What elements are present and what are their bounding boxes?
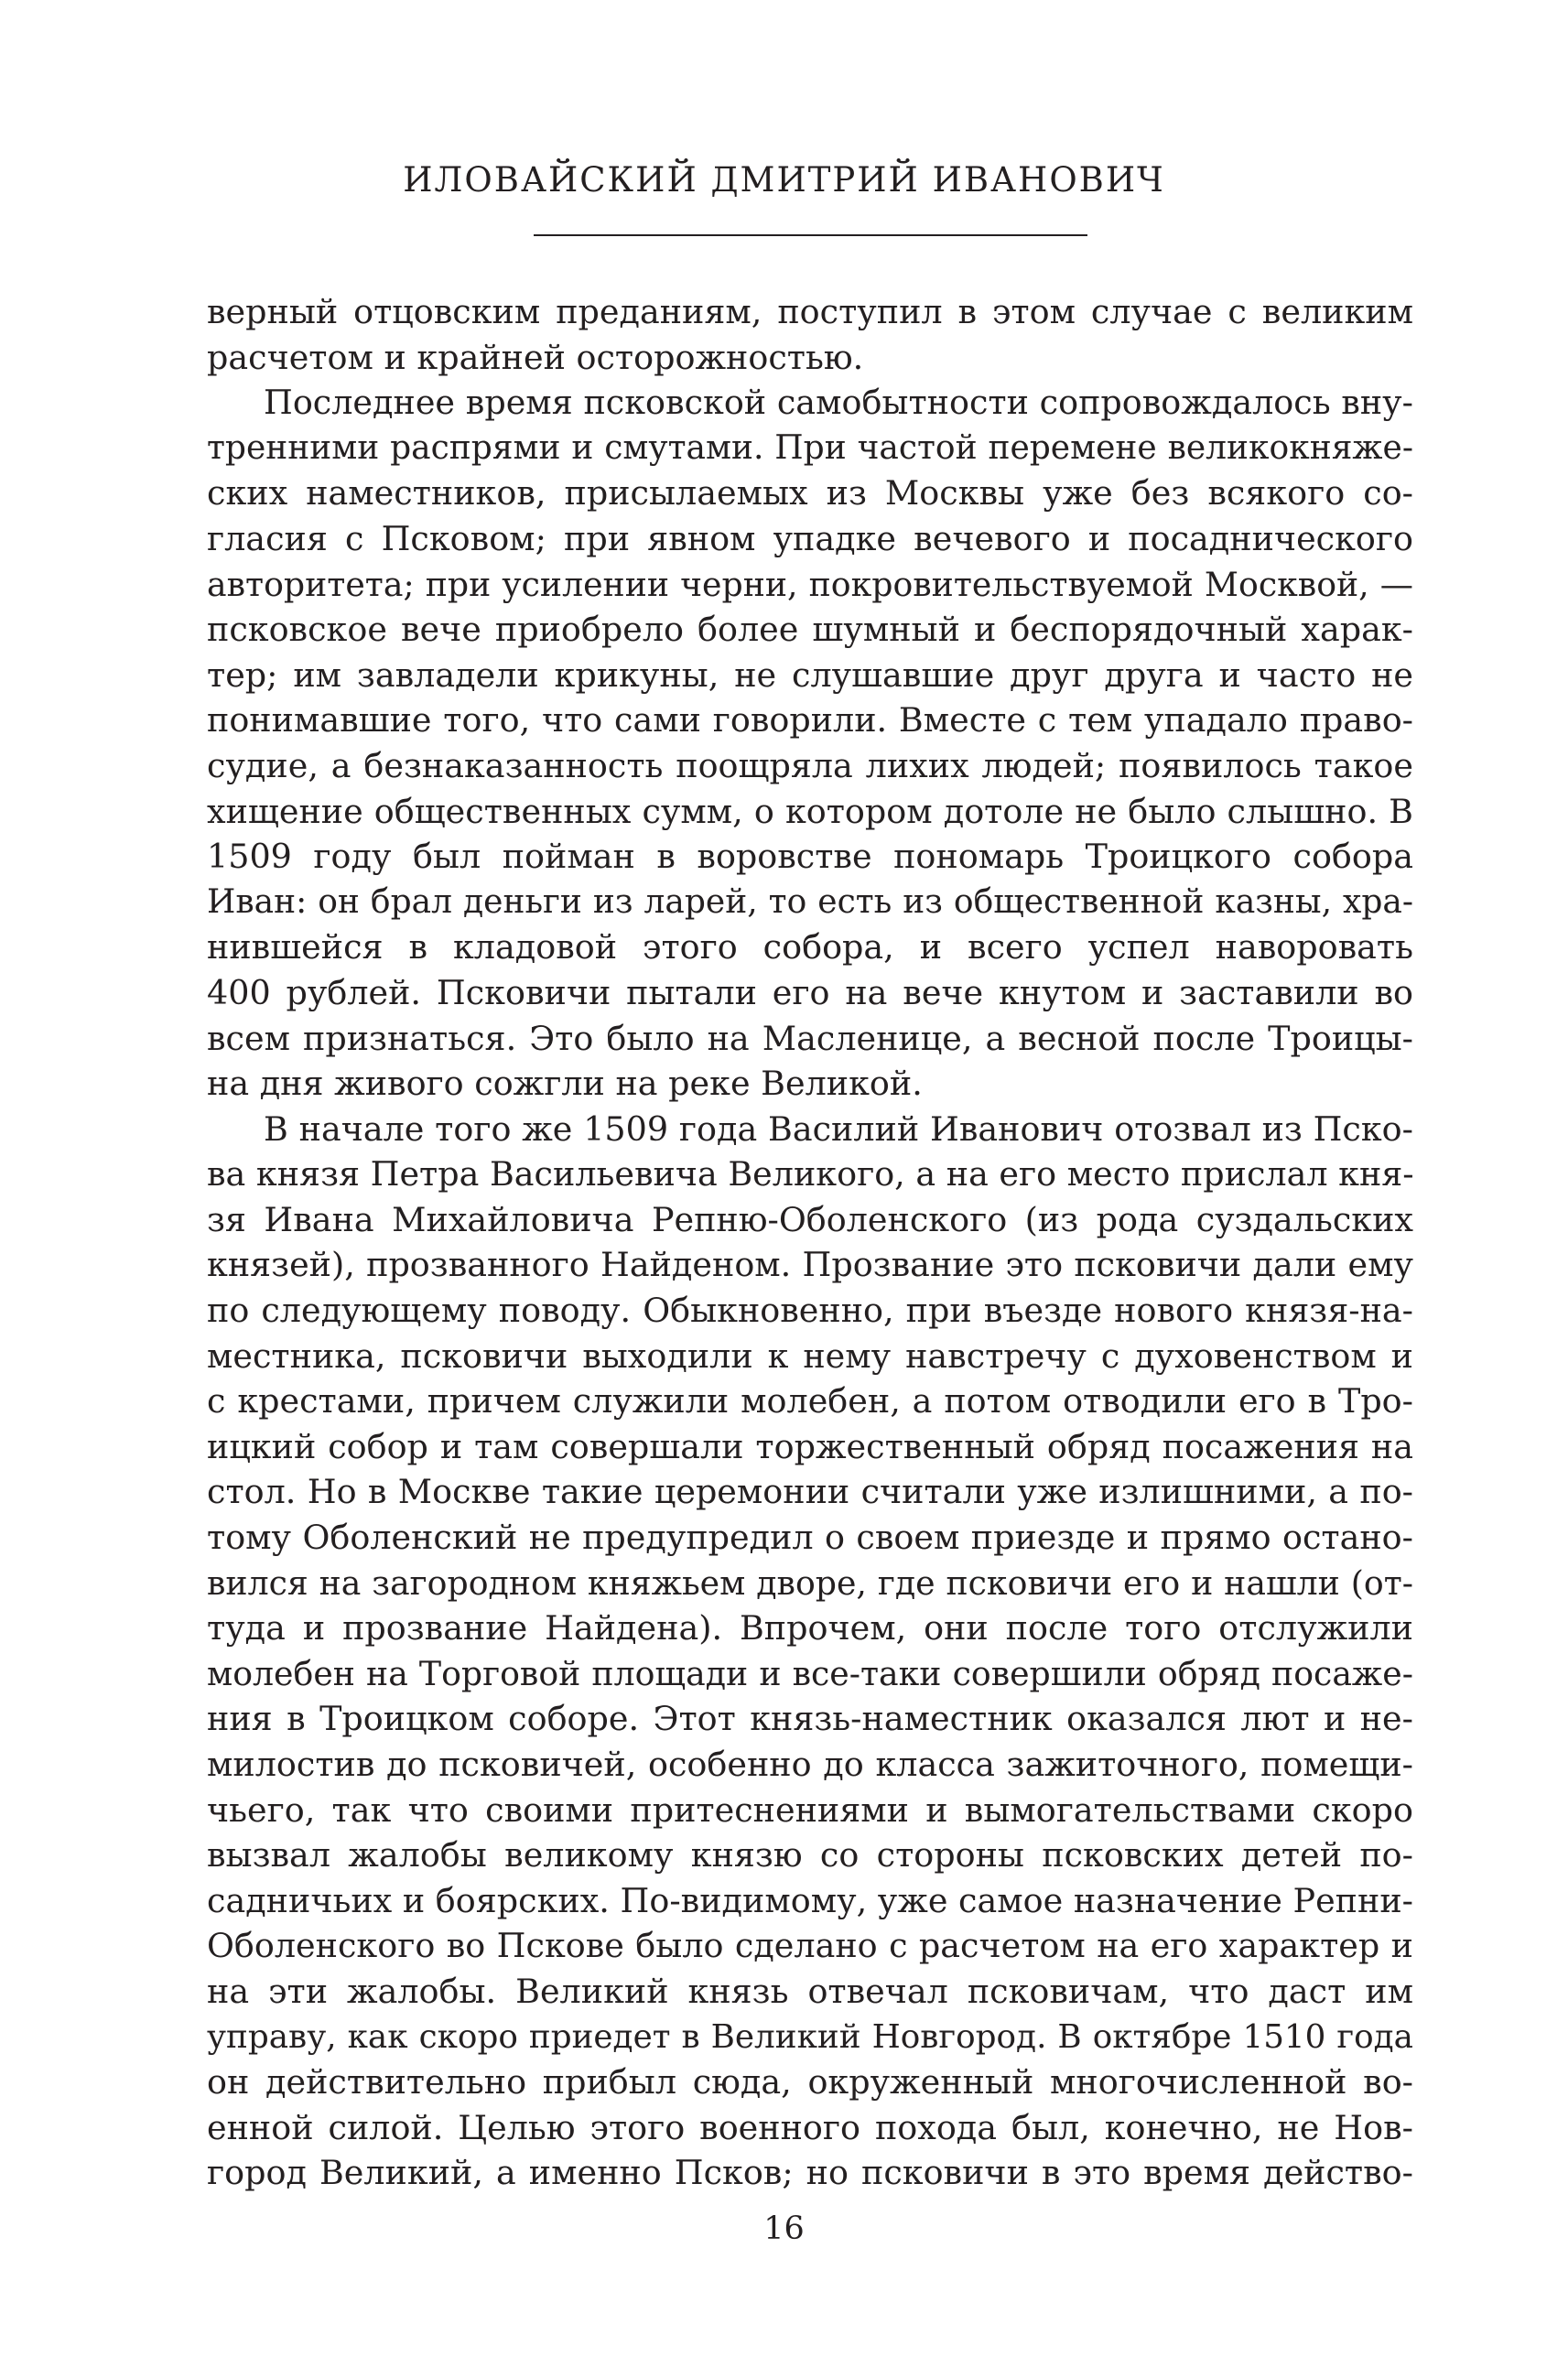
text-line: чьего, так что своими притеснениями и вымогательствами скоро: [207, 1789, 1413, 1830]
text-line: ния в Троицком соборе. Этот князь-наместник оказался лют и не-: [207, 1699, 1413, 1739]
text-line: ва князя Петра Васильевича Великого, а на его место прислал кня-: [207, 1154, 1414, 1194]
text-line: туда и прозвание Найдена). Впрочем, они после того отслужили: [207, 1608, 1413, 1648]
body-text: [207, 289, 1413, 2196]
header-rule: [534, 234, 1087, 236]
text-line: милостив до псковичей, особенно до класса зажиточного, помещи-: [207, 1745, 1413, 1784]
text-line: вызвал жалобы великому князю со стороны псковских детей по-: [207, 1835, 1413, 1875]
text-line: нившейся в кладовой этого собора, и всего успел наворовать: [207, 927, 1413, 967]
text-line: ских наместников, присылаемых из Москвы уже без всякого со-: [207, 473, 1413, 513]
text-line: Иван: он брал деньги из ларей, то есть из общественной казны, хра-: [207, 882, 1413, 921]
running-head: ИЛОВАЙСКИЙ ДМИТРИЙ ИВАНОВИЧ: [403, 160, 1165, 200]
text-line: Последнее время псковской самобытности сопровождалось вну-: [264, 383, 1413, 423]
page-number: 16: [763, 2210, 805, 2247]
text-line: местника, псковичи выходили к нему навстречу с духовенством и: [207, 1335, 1413, 1376]
text-line: авторитета; при усилении черни, покровительствуемой Москвой, —: [207, 564, 1413, 604]
text-line: верный отцовским преданиям, поступил в этом случае с великим: [207, 292, 1413, 331]
text-line: расчетом и крайней осторожностью.: [207, 337, 864, 377]
text-line: зя Ивана Михайловича Репню-Оболенского (из рода суздальских: [207, 1199, 1413, 1239]
text-line: гласия с Псковом; при явном упадке вечевого и посаднического: [207, 518, 1413, 558]
text-line: на эти жалобы. Великий князь отвечал псковичам, что даст им: [207, 1971, 1413, 2011]
text-line: всем признаться. Это было на Масленице, а весной после Троицы-: [207, 1018, 1413, 1058]
text-line: молебен на Торговой площади и все-таки совершили обряд посаже-: [207, 1653, 1413, 1693]
text-line: садничьих и боярских. По-видимому, уже самое назначение Репни-: [207, 1880, 1413, 1920]
text-line: 400 рублей. Псковичи пытали его на вече кнутом и заставили во: [207, 972, 1413, 1012]
text-line: тренними распрями и смутами. При частой перемене великокняже-: [207, 428, 1413, 467]
text-line: город Великий, а именно Псков; но псковичи в это время действо-: [207, 2153, 1413, 2193]
text-line: В начале того же 1509 года Василий Иванович отозвал из Пско-: [264, 1108, 1413, 1149]
text-line: управу, как скоро приедет в Великий Новгород. В октябре 1510 года: [207, 2017, 1413, 2056]
text-line: по следующему поводу. Обыкновенно, при въезде нового князя-на-: [207, 1291, 1413, 1331]
text-line: понимавшие того, что сами говорили. Вместе с тем упадало право-: [207, 700, 1413, 740]
text-line: Оболенского во Пскове было сделано с расчетом на его характер и: [207, 1926, 1413, 1966]
text-line: ицкий собор и там совершали торжественный обряд посажения на: [207, 1426, 1413, 1466]
text-line: 1509 году был пойман в воровстве пономарь Троицкого собора: [207, 837, 1413, 877]
text-line: псковское вече приобрело более шумный и беспорядочный харак-: [207, 610, 1413, 650]
text-line: хищение общественных сумм, о котором дотоле не было слышно. В: [207, 791, 1413, 831]
text-line: он действительно прибыл сюда, окруженный многочисленной во-: [207, 2062, 1413, 2102]
text-line: тому Оболенский не предупредил о своем приезде и прямо остано-: [207, 1518, 1413, 1558]
text-line: тер; им завладели крикуны, не слушавшие друг друга и часто не: [207, 654, 1413, 695]
text-line: енной силой. Целью этого военного похода был, конечно, не Нов-: [207, 2107, 1413, 2147]
text-line: судие, а безнаказанность поощряла лихих людей; появилось такое: [207, 745, 1413, 785]
text-line: на дня живого сожгли на реке Великой.: [207, 1064, 923, 1104]
text-line: с крестами, причем служили молебен, а потом отводили его в Тро-: [207, 1381, 1413, 1421]
text-line: вился на загородном княжьем дворе, где псковичи его и нашли (от-: [207, 1562, 1413, 1603]
text-line: князей), прозванного Найденом. Прозвание это псковичи дали ему: [207, 1245, 1413, 1285]
text-line: стол. Но в Москве такие церемонии считали уже излишними, а по-: [207, 1472, 1413, 1512]
